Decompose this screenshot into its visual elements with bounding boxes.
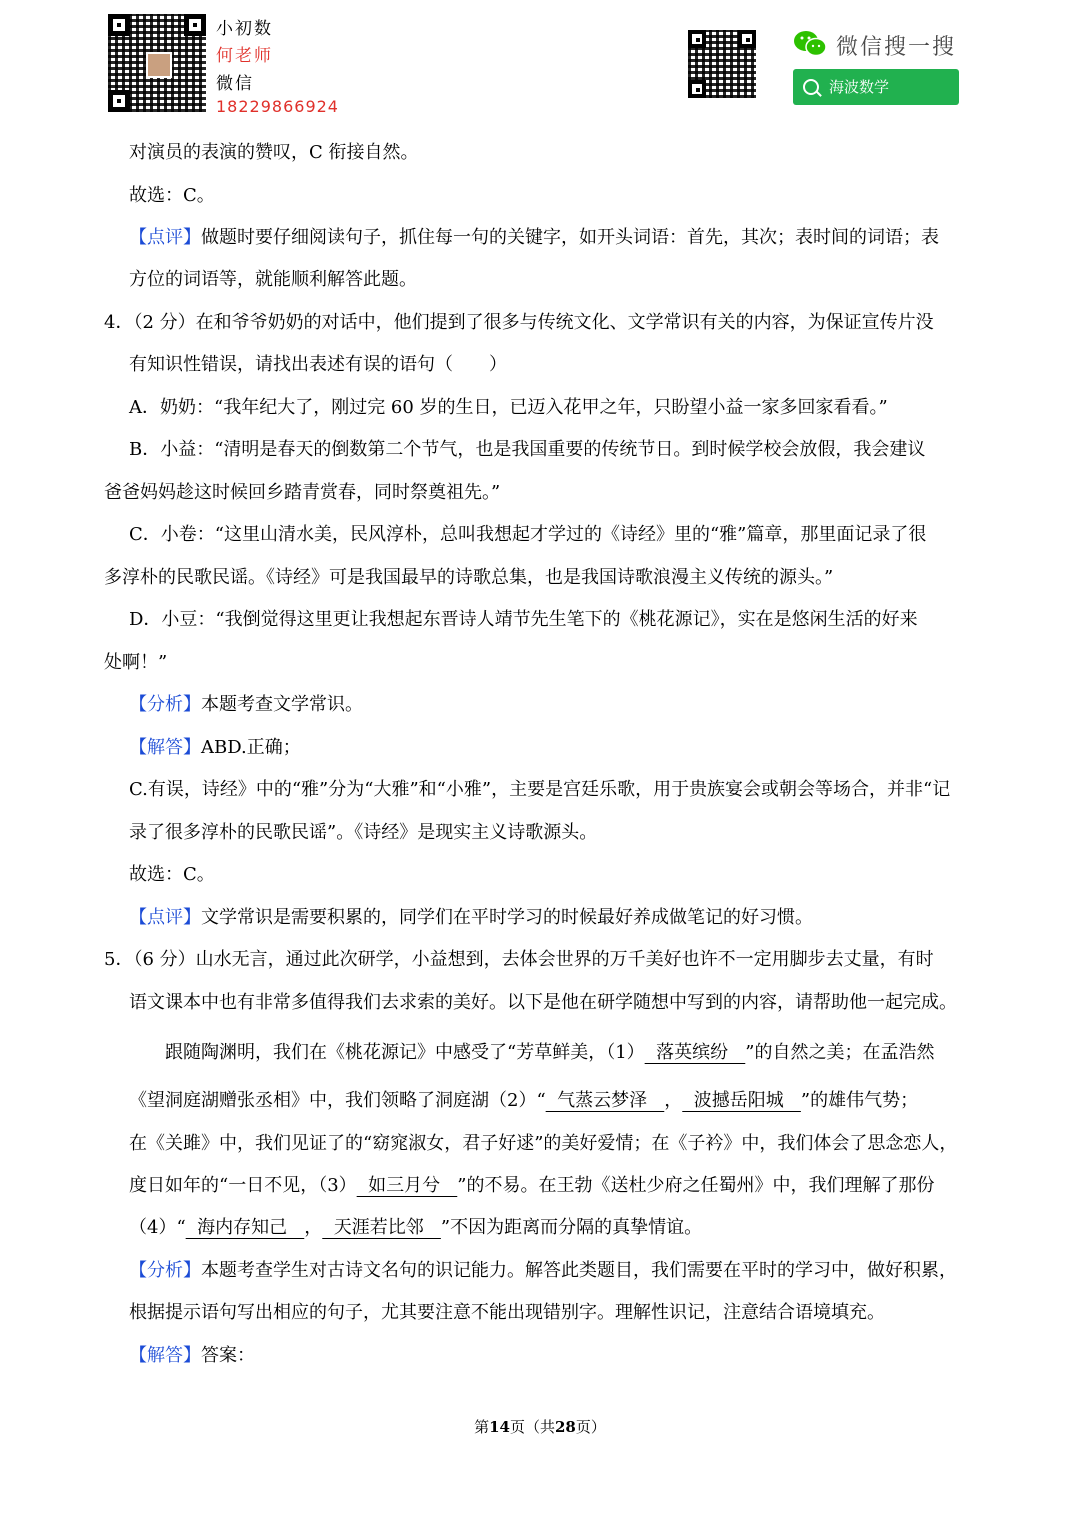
handwriting-phone: 18229866924 [216,97,339,116]
text-line: 录了很多淳朴的民歌民谣”。《诗经》是现实主义诗歌源头。 [129,822,598,843]
handwriting-line-3: 微信 [216,74,254,94]
text-span: ”的雄伟气势； [800,1090,919,1111]
option-d: D．小豆：“我倒觉得这里更让我想起东晋诗人靖节先生笔下的《桃花源记》，实在是悠闲生活的好来 [129,609,918,630]
option-a: A．奶奶：“我年纪大了，刚过完 60 岁的生日，已迈入花甲之年，只盼望小益一家多回家看看。” [129,397,888,418]
page-footer [0,1416,1080,1437]
text-span: 跟随陶渊明，我们在《桃花源记》中感受了“芳草鲜美，（1） [165,1042,645,1063]
question-5-stem: 5．（6 分）山水无言，通过此次研学，小益想到，去体会世界的万千美好也许不一定用脚步去丈量，有时 [104,949,934,970]
page-total: 28 [555,1418,576,1436]
text-span: （4）“ [129,1217,186,1238]
text-span: ”不因为距离而分隔的真挚情谊。 [440,1217,703,1238]
answer-blank-4a: 海内存知己 [185,1217,305,1238]
text-span: ， [304,1217,323,1238]
answer-tag: 【解答】 [129,1345,201,1366]
qr-finder [108,90,130,112]
text-line: 有知识性错误，请找出表述有误的语句（ ） [129,354,507,375]
text-line: 爸爸妈妈趁这时候回乡踏青赏春，同时祭奠祖先。” [104,482,501,503]
answer-blank-2b: 波撼岳阳城 [682,1090,801,1111]
option-c: C．小卷：“这里山清水美，民风淳朴，总叫我想起才学过的《诗经》里的“雅”篇章，那里面记录了很 [129,524,927,545]
qr-finder [688,30,706,48]
answer-blank-4b: 天涯若比邻 [322,1217,441,1238]
option-b: B．小益：“清明是春天的倒数第二个节气，也是我国重要的传统节日。到时候学校会放假，我会建议 [129,439,926,460]
poem-paragraph-line [129,1213,702,1239]
text-line: 故选：C。 [129,864,215,885]
text-span: 本题考查学生对古诗文名句的识记能力。解答此类题目，我们需要在平时的学习中，做好积累， [201,1260,957,1281]
analysis-paragraph [129,1256,957,1282]
text-line: 多淳朴的民歌民谣。《诗经》可是我国最早的诗歌总集，也是我国诗歌浪漫主义传统的源头。” [104,567,834,588]
qr-finder [688,80,706,98]
text-line: 故选：C。 [129,185,215,206]
text-span: 做题时要仔细阅读句子，抓住每一句的关键字，如开头词语：首先，其次；表时间的词语；表 [201,227,939,248]
handwriting-line-2: 何老师 [216,46,273,66]
wechat-search-label: 海波数学 [829,78,890,96]
comment-paragraph [129,903,813,929]
footer-text: 页（共 [509,1418,555,1436]
comment-tag: 【点评】 [129,227,201,248]
poem-paragraph-line [129,1171,934,1197]
wechat-icon [793,30,827,58]
text-span: ”的自然之美；在孟浩然 [745,1042,935,1063]
qr-code-wechat [688,30,756,98]
text-span: ， [664,1090,683,1111]
analysis-paragraph [129,690,363,716]
text-span: ABD.正确； [201,737,301,758]
text-span: ”的不易。在王勃《送杜少府之任蜀州》中，我们理解了那份 [457,1175,935,1196]
text-span: 文学常识是需要积累的，同学们在平时学习的时候最好养成做笔记的好习惯。 [201,907,813,928]
answer-blank-3: 如三月兮 [356,1175,458,1196]
answer-tag: 【解答】 [129,737,201,758]
text-span: 《望洞庭湖赠张丞相》中，我们领略了洞庭湖（2）“ [129,1090,546,1111]
qr-code-teacher [108,14,206,112]
qr-finder [738,30,756,48]
search-icon [803,79,819,95]
text-span: 本题考查文学常识。 [201,694,363,715]
text-span: 度日如年的“一日不见，（3） [129,1175,357,1196]
comment-paragraph [129,223,939,249]
text-line: C.有误，诗经》中的“雅”分为“大雅”和“小雅”，主要是宫廷乐歌，用于贵族宴会或朝会等场合，并非“记 [129,779,951,800]
wechat-search-button[interactable] [793,69,959,105]
text-line: 语文课本中也有非常多值得我们去求索的美好。以下是他在研学随想中写到的内容，请帮助他一起完成。 [129,992,957,1013]
text-line: 方位的词语等，就能顺利解答此题。 [129,269,417,290]
wechat-search-title: 微信搜一搜 [836,35,957,60]
text-line: 在《关雎》中，我们见证了的“窈窕淑女，君子好逑”的美好爱情；在《子衿》中，我们体会了思念恋人， [129,1133,958,1154]
qr-finder [184,14,206,36]
qr-finder [108,14,130,36]
answer-blank-1: 落英缤纷 [644,1042,746,1063]
analysis-tag: 【分析】 [129,1260,201,1281]
text-line: 根据提示语句写出相应的句子，尤其要注意不能出现错别字。理解性识记，注意结合语境填充。 [129,1302,885,1323]
qr-avatar-photo [146,52,172,78]
question-4-stem: 4．（2 分）在和爷爷奶奶的对话中，他们提到了很多与传统文化、文学常识有关的内容，为保证宣传片没 [104,312,934,333]
answer-blank-2a: 气蒸云梦泽 [545,1090,665,1111]
text-span: 答案： [201,1345,255,1366]
analysis-tag: 【分析】 [129,694,201,715]
footer-text: 第 [474,1418,490,1436]
text-line: 处啊！” [104,652,168,673]
comment-tag: 【点评】 [129,907,201,928]
footer-text: 页） [575,1418,606,1436]
poem-paragraph-line [129,1086,918,1112]
text-line: 对演员的表演的赞叹，C 衔接自然。 [129,142,419,163]
handwriting-line-1: 小初数 [216,19,273,39]
answer-paragraph [129,1341,255,1367]
page-number: 14 [489,1418,510,1436]
poem-paragraph-line [165,1038,934,1064]
answer-paragraph [129,733,301,759]
